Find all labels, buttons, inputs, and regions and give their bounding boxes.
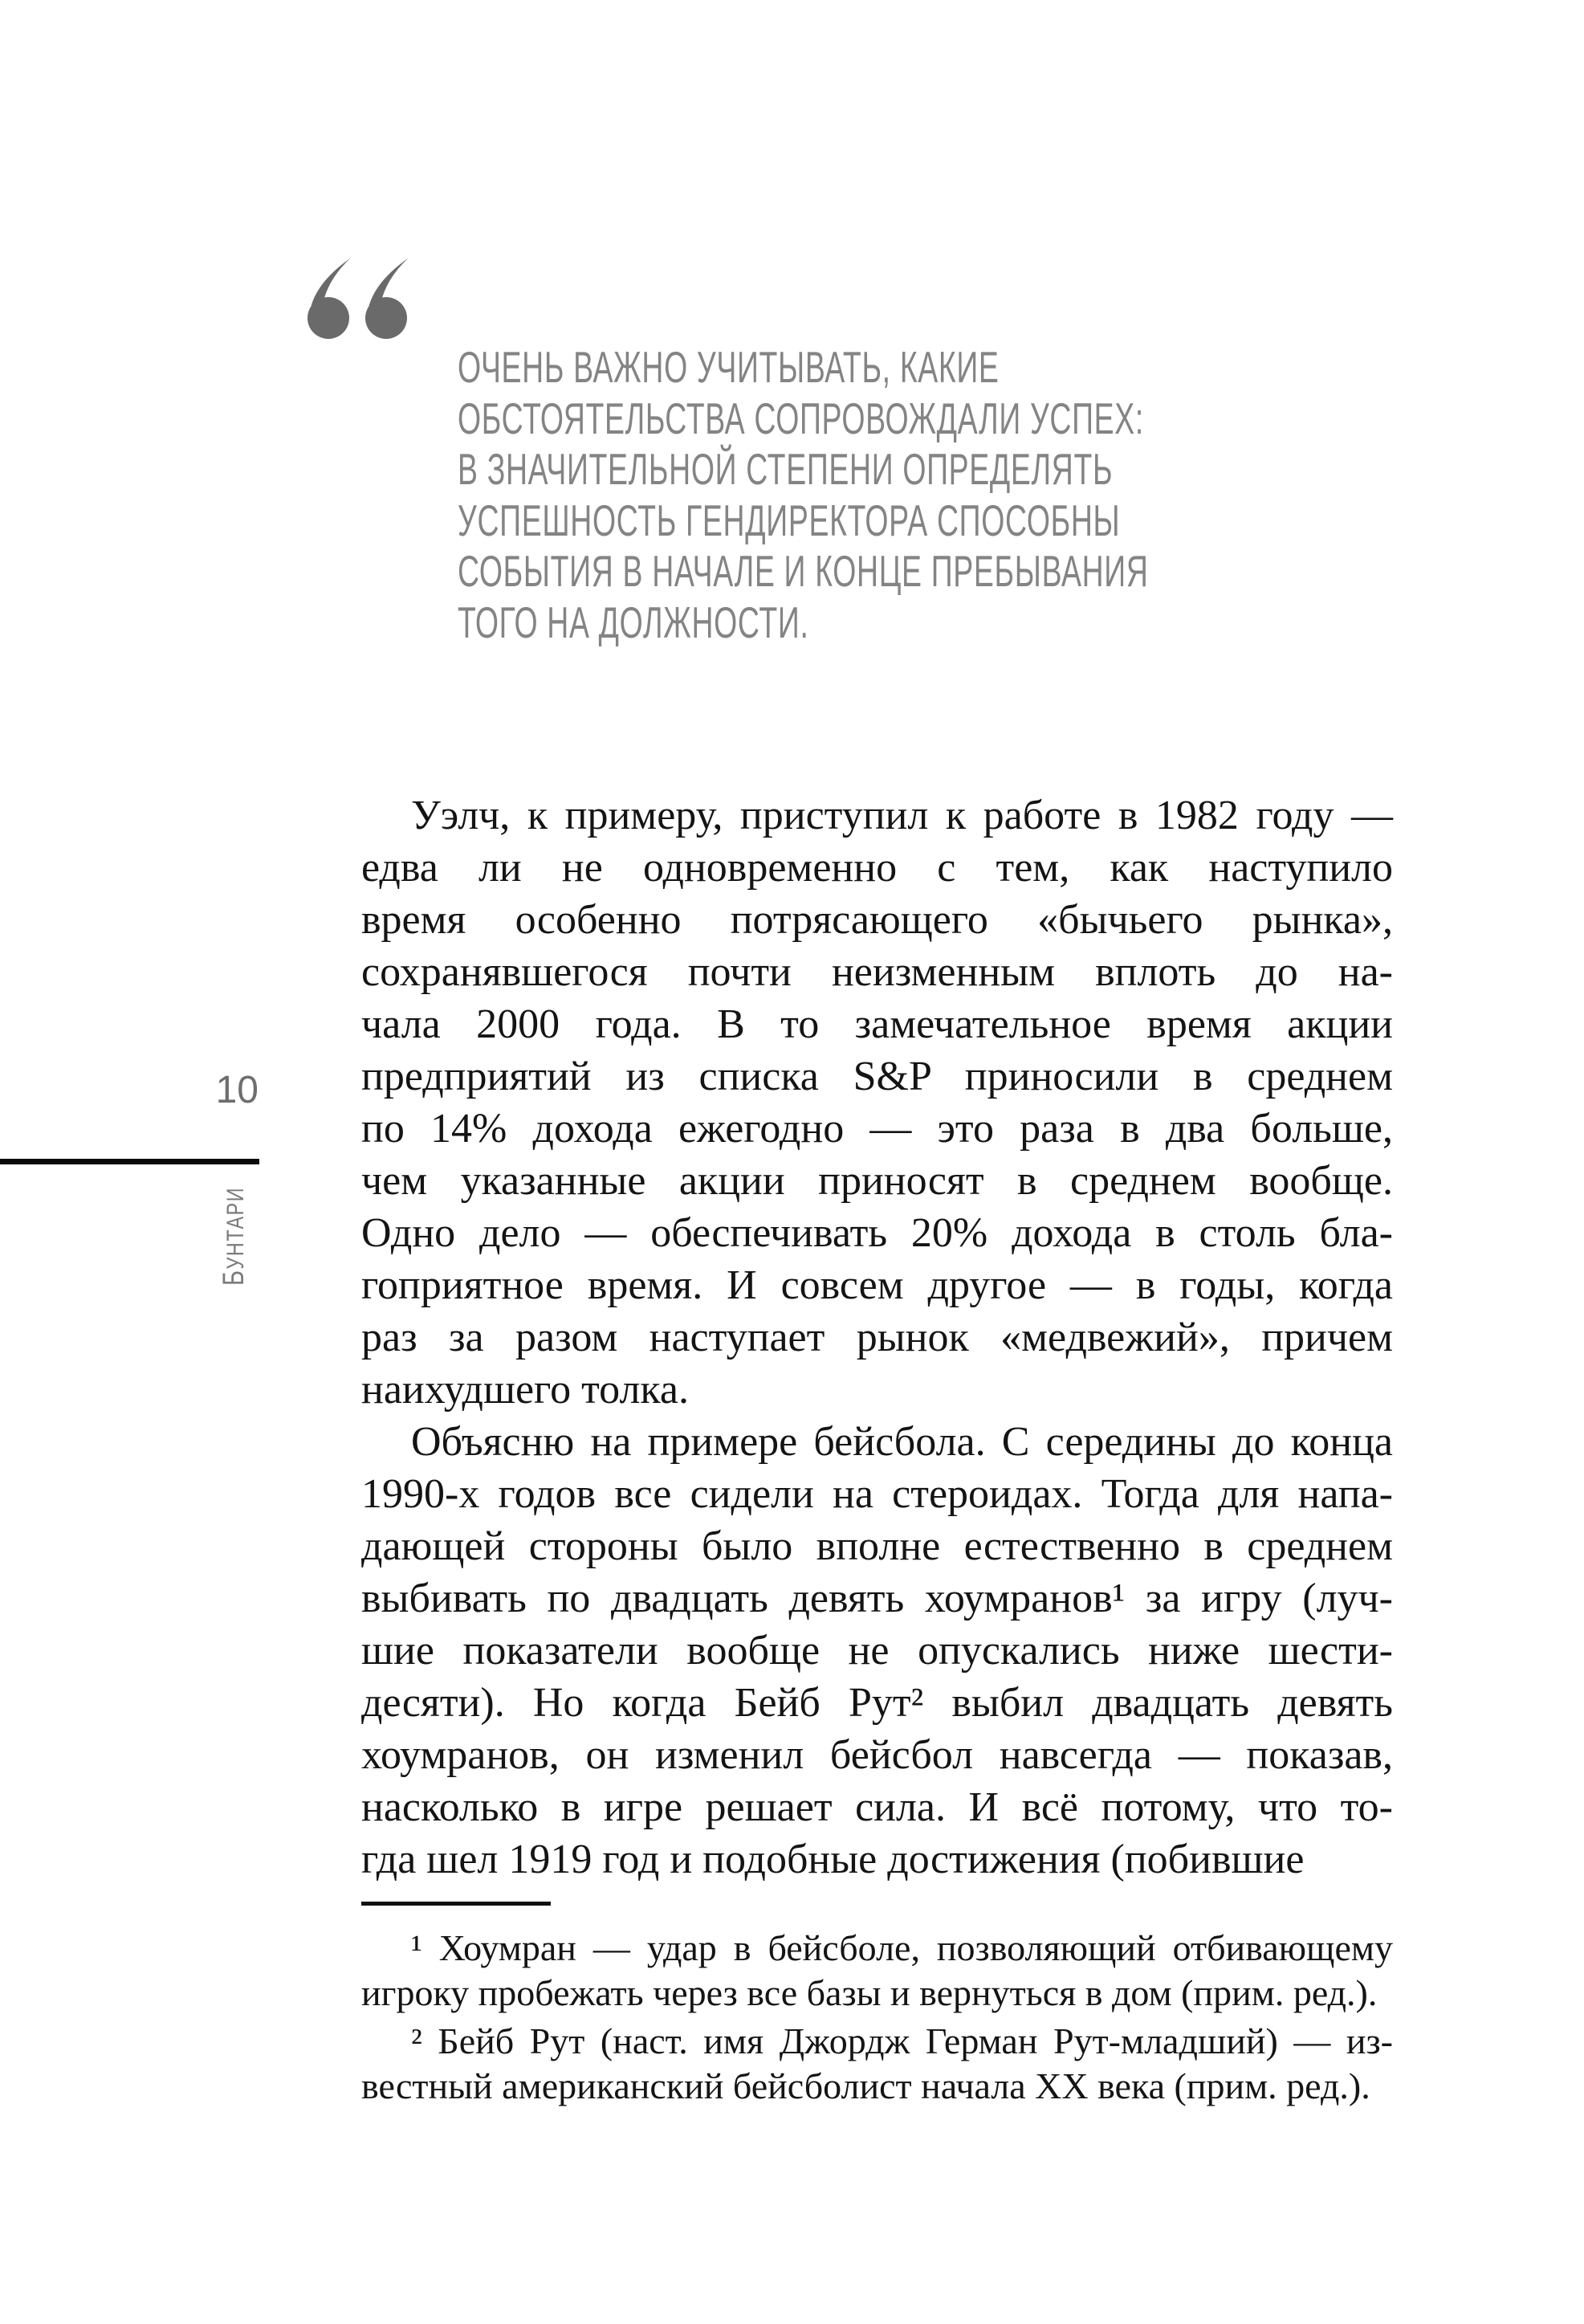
book-title-vertical xyxy=(217,1186,252,1286)
pullquote-line xyxy=(458,444,1473,495)
footnote xyxy=(361,1926,1393,2016)
footnotes xyxy=(361,1926,1393,2109)
body-line: гоприятное время. И совсем другое — в годы, когда xyxy=(361,1262,1393,1308)
pullquote-line-text: УСПЕШНОСТЬ ГЕНДИРЕКТОРА СПОСОБНЫ xyxy=(458,495,1121,545)
body-line: время особенно потрясающего «бычьего рынка», xyxy=(361,897,1393,943)
pullquote-line-text: СОБЫТИЯ В НАЧАЛЕ И КОНЦЕ ПРЕБЫВАНИЯ xyxy=(458,546,1149,596)
body-line: чем указанные акции приносят в среднем вообще. xyxy=(361,1158,1393,1204)
body-line: чала 2000 года. В то замечательное время акции xyxy=(361,1001,1393,1047)
body-line: наихудшего толка. xyxy=(361,1367,689,1413)
body-line: Одно дело — обеспечивать 20% дохода в столь бла- xyxy=(361,1210,1393,1256)
body-line: Объясню на примере бейсбола. С середины до конца xyxy=(411,1419,1393,1465)
pullquote-line xyxy=(458,495,1473,547)
body-line: гда шел 1919 год и подобные достижения (побившие xyxy=(361,1837,1305,1882)
body-line: сохранявшегося почти неизменным вплоть до на- xyxy=(361,949,1393,995)
footnote-line: вестный американский бейсболист начала XX века (прим. ред.). xyxy=(361,2065,1370,2106)
body-text xyxy=(361,789,1393,1886)
body-line: раз за разом наступает рынок «медвежий», причем xyxy=(361,1315,1393,1360)
pullquote-line xyxy=(458,546,1473,597)
body-line: выбивать по двадцать девять хоумранов¹ за игру (луч- xyxy=(361,1576,1393,1621)
body-line: предприятий из списка S&P приносили в среднем xyxy=(361,1054,1393,1099)
chapter-rule xyxy=(0,1159,259,1164)
body-line: Уэлч, к примеру, приступил к работе в 1982 году — xyxy=(411,793,1393,838)
body-line: едва ли не одновременно с тем, как наступило xyxy=(361,845,1393,891)
body-line: насколько в игре решает сила. И всё потому, что то- xyxy=(361,1784,1393,1830)
body-line: шие показатели вообще не опускались ниже шести- xyxy=(361,1628,1393,1674)
pullquote-line xyxy=(458,597,1473,649)
body-paragraph xyxy=(361,1416,1393,1886)
quote-mark-icon xyxy=(307,258,413,340)
footnote xyxy=(361,2019,1393,2109)
pullquote-line-text: В ЗНАЧИТЕЛЬНОЙ СТЕПЕНИ ОПРЕДЕЛЯТЬ xyxy=(458,444,1114,494)
body-line: дающей стороны было вполне естественно в среднем xyxy=(361,1523,1393,1569)
pullquote-line-text: ОБСТОЯТЕЛЬСТВА СОПРОВОЖДАЛИ УСПЕХ: xyxy=(458,393,1144,443)
body-line: хоумранов, он изменил бейсбол навсегда — показав, xyxy=(361,1732,1393,1778)
pullquote-line-text: ОЧЕНЬ ВАЖНО УЧИТЫВАТЬ, КАКИЕ xyxy=(458,342,1000,392)
pullquote-line-text: ТОГО НА ДОЛЖНОСТИ. xyxy=(458,597,809,647)
body-line: 1990-х годов все сидели на стероидах. Тогда для напа- xyxy=(361,1471,1393,1517)
book-title-text xyxy=(217,1187,250,1286)
pullquote xyxy=(458,342,1473,648)
footnote-line: игроку пробежать через все базы и вернуться в дом (прим. ред.). xyxy=(361,1972,1378,2013)
book-title-initial: Б xyxy=(217,1269,250,1286)
body-line: по 14% дохода ежегодно — это раза в два больше, xyxy=(361,1106,1393,1152)
body-paragraph xyxy=(361,789,1393,1416)
pullquote-line xyxy=(458,393,1473,445)
page-number: 10 xyxy=(215,1069,259,1111)
footnote-line: ¹ Хоумран — удар в бейсболе, позволяющий отбивающему xyxy=(411,1927,1393,1968)
footnote-separator xyxy=(361,1902,551,1906)
pullquote-line xyxy=(458,342,1473,393)
book-title-rest: УНТАРИ xyxy=(222,1186,249,1270)
body-line: десяти). Но когда Бейб Рут² выбил двадцать девять xyxy=(361,1680,1393,1726)
footnote-line: ² Бейб Рут (наст. имя Джордж Герман Рут-младший) — из- xyxy=(411,2020,1393,2061)
